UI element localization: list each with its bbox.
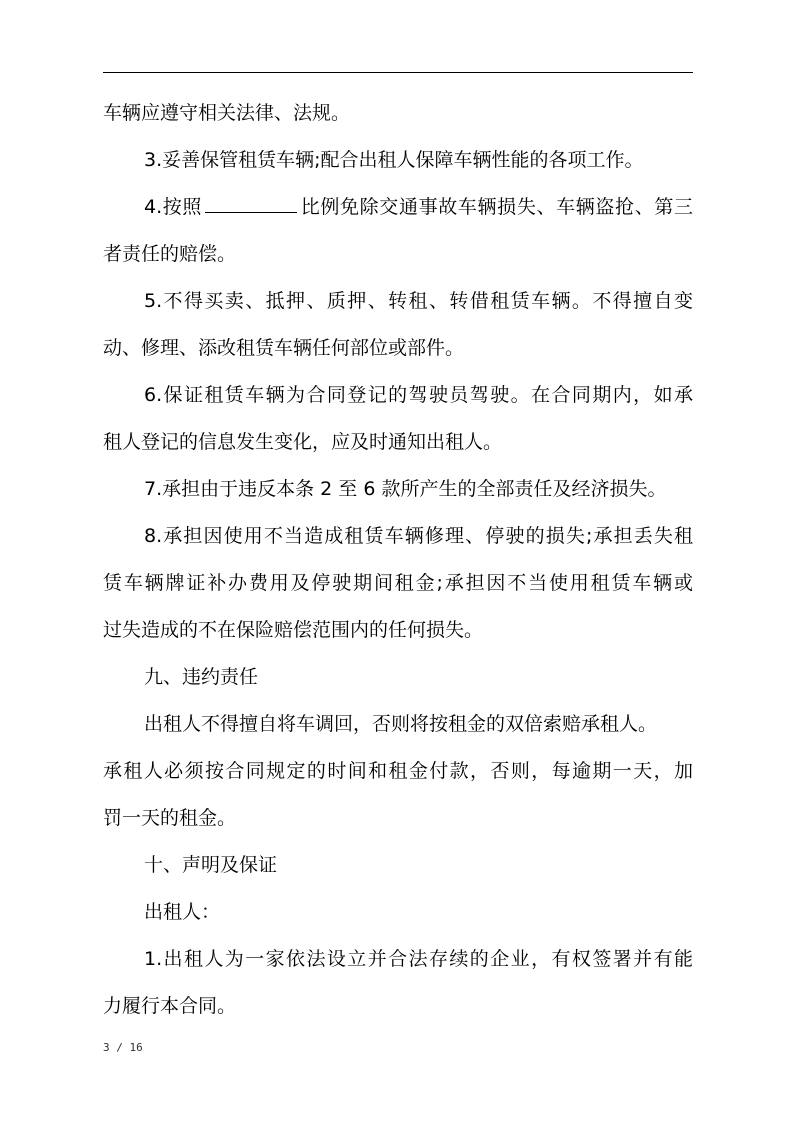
- paragraph-line: 过失造成的不在保险赔偿范围内的任何损失。: [103, 619, 484, 641]
- party-label-lessor: 出租人：: [144, 901, 221, 923]
- clause-4-suffix: 比例免除交通事故车辆损失、车辆盗抢、第三: [300, 196, 693, 218]
- paragraph-line: 动、修理、添改租赁车辆任何部位或部件。: [103, 337, 465, 359]
- section-heading-declarations: 十、声明及保证: [144, 854, 278, 876]
- clause-6-line: 6.保证租赁车辆为合同登记的驾驶员驾驶。在合同期内，如承: [144, 384, 693, 406]
- fill-in-blank: [205, 194, 297, 213]
- paragraph-line: 赁车辆牌证补办费用及停驶期间租金;承担因不当使用租赁车辆或: [103, 572, 693, 594]
- clause-3-line: 3.妥善保管租赁车辆;配合出租人保障车辆性能的各项工作。: [144, 149, 644, 171]
- clause-8-line: 8.承担因使用不当造成租赁车辆修理、停驶的损失;承担丢失租: [144, 525, 693, 547]
- paragraph-line: 出租人不得擅自将车调回，否则将按租金的双倍索赔承租人。: [144, 713, 658, 735]
- header-rule: [103, 72, 693, 73]
- page-number: 3 / 16: [103, 1041, 143, 1054]
- clause-7-line: 7.承担由于违反本条 2 至 6 款所产生的全部责任及经济损失。: [144, 478, 667, 500]
- clause-4-prefix: 4.按照: [144, 196, 203, 218]
- paragraph-line: 车辆应遵守相关法律、法规。: [103, 102, 351, 124]
- paragraph-line: 租人登记的信息发生变化，应及时通知出租人。: [103, 431, 503, 453]
- paragraph-line: 者责任的赔偿。: [103, 243, 237, 265]
- paragraph-line: 力履行本合同。: [103, 995, 237, 1017]
- declaration-1-line: 1.出租人为一家依法设立并合法存续的企业，有权签署并有能: [144, 948, 693, 970]
- clause-5-line: 5.不得买卖、抵押、质押、转租、转借租赁车辆。不得擅自变: [144, 290, 693, 312]
- clause-4-line: [144, 192, 693, 222]
- paragraph-line: 罚一天的租金。: [103, 807, 237, 829]
- section-heading-breach: 九、违约责任: [144, 666, 259, 688]
- paragraph-line: 承租人必须按合同规定的时间和租金付款，否则，每逾期一天，加: [103, 760, 693, 782]
